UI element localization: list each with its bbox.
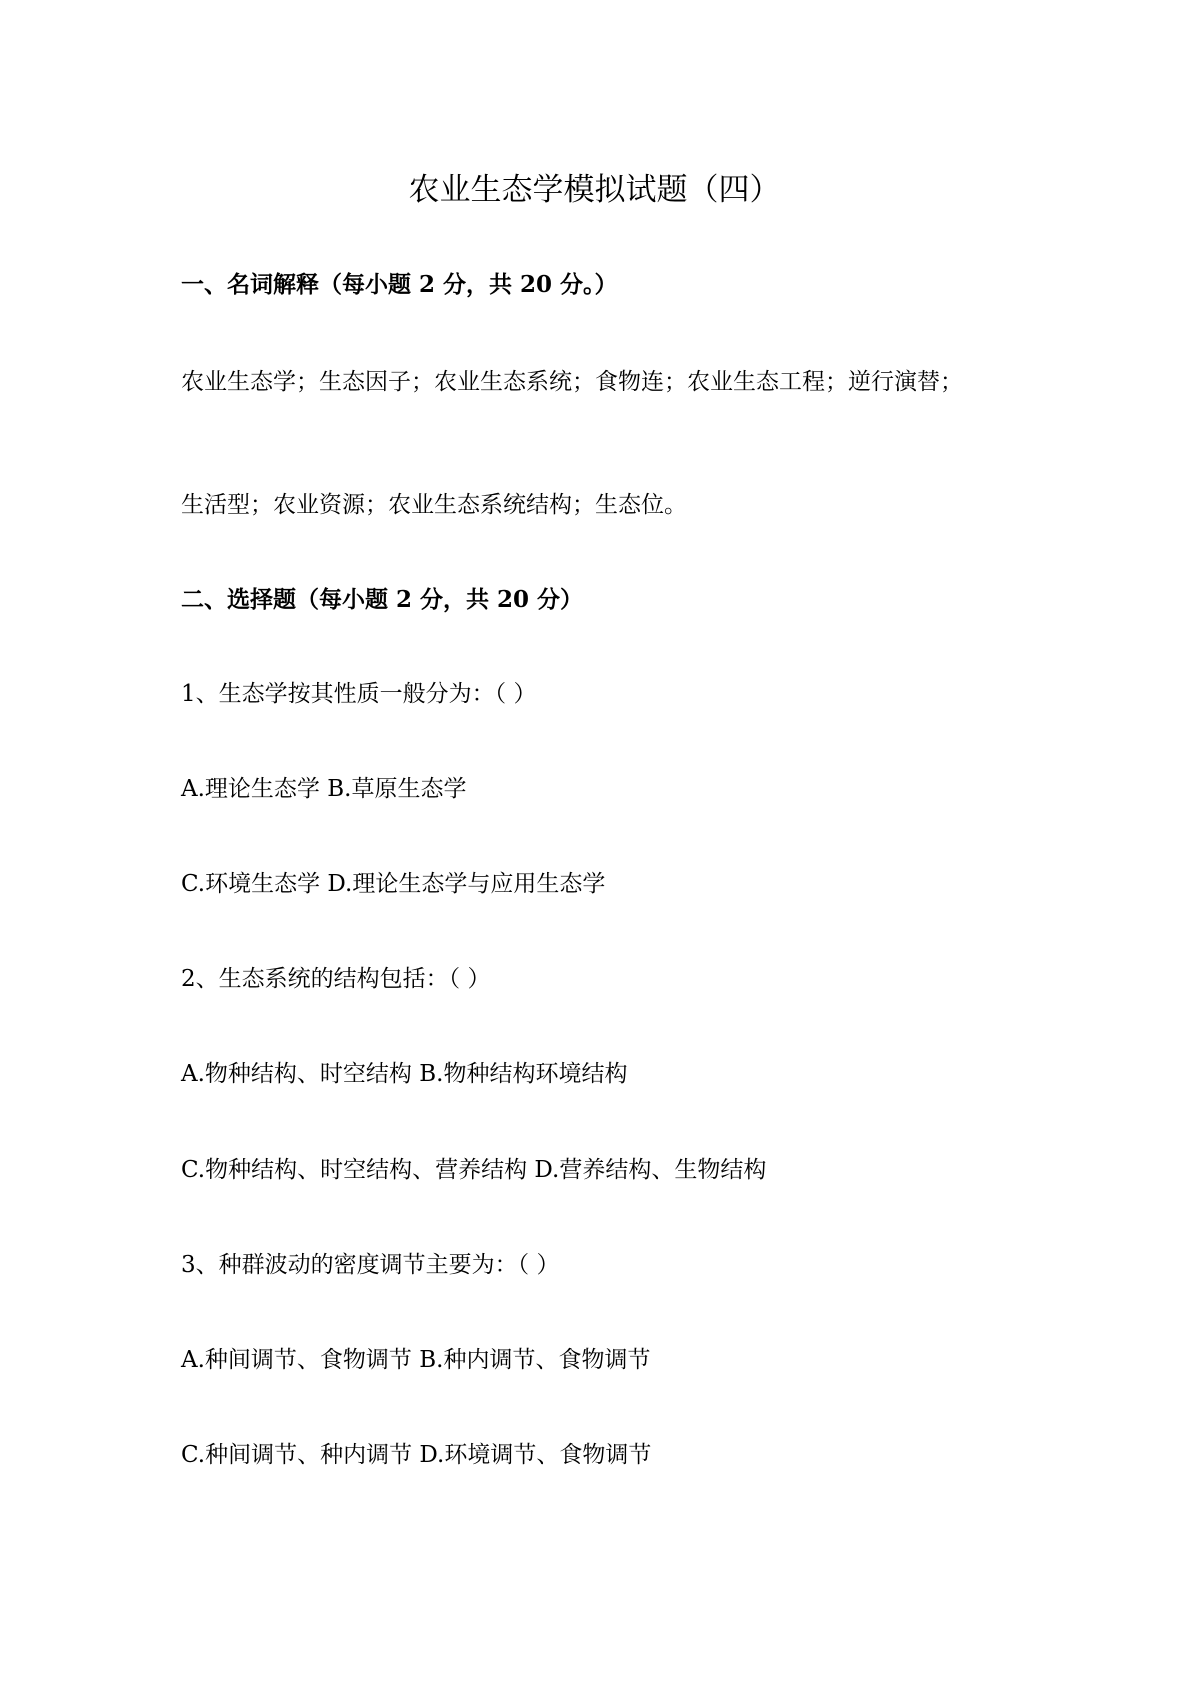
page-title: 农业生态学模拟试题（四）	[408, 172, 781, 208]
terms-line-2: 生活型；农业资源；农业生态系统结构；生态位。	[181, 492, 687, 518]
question-2-options-ab: A.物种结构、时空结构 B.物种结构环境结构	[181, 1061, 628, 1087]
question-3-stem: 3、种群波动的密度调节主要为：（ ）	[181, 1252, 560, 1278]
question-3-options-ab: A.种间调节、食物调节 B.种内调节、食物调节	[181, 1347, 651, 1373]
section-heading-definitions: 一、名词解释（每小题 2 分，共 20 分。）	[181, 271, 618, 298]
question-1-stem: 1、生态学按其性质一般分为：（ ）	[181, 681, 537, 707]
question-1-options-ab: A.理论生态学 B.草原生态学	[181, 776, 467, 802]
question-2-stem: 2、生态系统的结构包括：（ ）	[181, 966, 491, 992]
question-3-options-cd: C.种间调节、种内调节 D.环境调节、食物调节	[181, 1442, 652, 1468]
terms-line-1: 农业生态学；生态因子；农业生态系统；食物连；农业生态工程；逆行演替；	[181, 369, 963, 395]
question-1-options-cd: C.环境生态学 D.理论生态学与应用生态学	[181, 871, 606, 897]
question-2-options-cd: C.物种结构、时空结构、营养结构 D.营养结构、生物结构	[181, 1157, 767, 1183]
section-heading-multiple-choice: 二、选择题（每小题 2 分，共 20 分）	[181, 586, 584, 613]
